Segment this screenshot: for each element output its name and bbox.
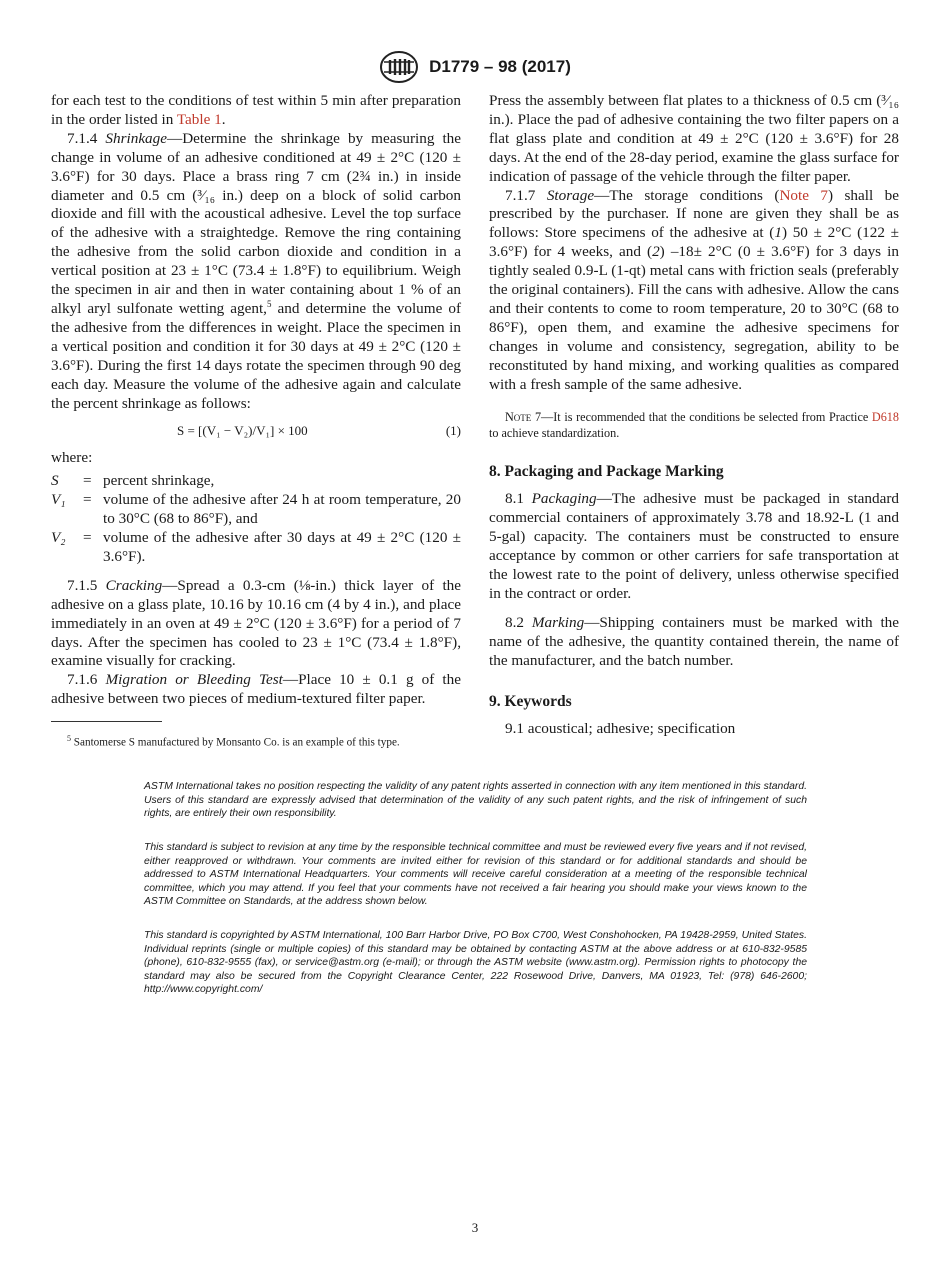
left-column	[51, 92, 461, 750]
footnote-5: $^5$ Santomerse S manufactured by Monsanto Co. is an example of this type.	[67, 734, 400, 749]
page-number: 3	[471, 1220, 479, 1235]
patent-notice: ASTM International takes no position respecting the validity of any patent rights asserted in connection with any item mentioned in this standard. Users of this standard are expressly advised that determination of the validity of any such patent rights, and the risk of infringement of such rights, are entirely their own responsibility.	[144, 781, 807, 819]
footnote-ref-5[interactable]: 5	[266, 298, 272, 309]
page-header	[0, 50, 950, 84]
section-8-heading: 8. Packaging and Package Marking	[489, 462, 724, 480]
definitions-list	[51, 472, 461, 567]
paragraph-9-1: 9.1 acoustical; adhesive; specification	[505, 720, 736, 738]
definition-v2: V₂ = volume of the adhesive after 30 days at 49 ± 2°C (120 ± 3.6°F).	[51, 529, 461, 565]
standard-designation: D1779 – 98 (2017)	[429, 57, 571, 76]
where-label: where:	[51, 449, 93, 467]
packaging-title: Packaging	[531, 490, 597, 508]
migration-title: Migration or Bleeding Test	[105, 671, 283, 689]
storage-title: Storage	[546, 186, 595, 204]
paragraph-8-2: 8.2 Marking—Shipping containers must be marked with the name of the adhesive, the quantity contained therein, the name of the manufacturer, and the batch number.	[489, 613, 900, 669]
paragraph-7-1-6: 7.1.6 Migration or Bleeding Test—Place 10 ± 0.1 g of the adhesive between two pieces of medium-textured filter paper.	[51, 671, 461, 708]
astm-logo-icon	[379, 50, 419, 84]
paragraph-7-1-7: 7.1.7 Storage—The storage conditions (Note 7) shall be prescribed by the purchaser. If none are given they shall be as follows: Store specimens of the adhesive at (1) 50 ± 2°C (122 ± 3.6°F) for 4 weeks, and (2) –18± 2°C (0 ± 3.6°F) for 3 days in tightly sealed 0.9-L (1-qt) metal cans with friction seals (preferably the original containers). Fill the cans with adhesive. Allow the cans and their contents to come to room temperature, 20 to 30°C (68 to 86°F), open them, and examine the adhesive specimens for changes in volume and consistency, segregation, ability to be reconstituted by hand mixing, and working qualities as compared with a fresh sample of the same adhesive.	[489, 186, 899, 393]
equation-expression: S = [(V₁ − V₂)/V₁] × 100	[177, 423, 308, 439]
revision-notice: This standard is subject to revision at any time by the responsible technical committee and must be reviewed every five years and if not revised, either reapproved or withdrawn. Your comments are invited either for revision of this standard or for additional standards and should be addressed to ASTM International Headquarters. Your comments will receive careful consideration at a meeting of the responsible technical committee, which you may attend. If you feel that your comments have not received a fair hearing you should make your views known to the ASTM Committee on Standards, at the address shown below.	[144, 842, 807, 907]
paragraph-7-1-6-continued: Press the assembly between flat plates to a thickness of 0.5 cm (³⁄₁₆ in.). Place the pad of adhesive containing the two filter papers on a flat glass plate and condition at 49 ± 2°C (120 ± 3.6°F) for 28 days. At the end of the 28-day period, examine the glass surface for indication of passage of the vehicle through the filter paper.	[489, 92, 899, 185]
table-1-link[interactable]: Table 1	[176, 110, 222, 128]
paragraph-7-1-5: 7.1.5 Cracking—Spread a 0.3-cm (⅛-in.) thick layer of the adhesive on a glass plate, 10.16 by 10.16 cm (4 by 4 in.), and place immediately in an oven at 49 ± 2°C (120 ± 3.6°F) for a period of 7 days. After the specimen has cooled to 23 ± 1°C (73.4 ± 1.8°F), examine visually for cracking.	[51, 576, 461, 670]
equation-number: (1)	[445, 423, 461, 439]
copyright-notice: This standard is copyrighted by ASTM International, 100 Barr Harbor Drive, PO Box C700, West Conshohocken, PA 19428-2959, United States. Individual reprints (single or multiple copies) of this standard may be obtained by contacting ASTM at the above address or at 610-832-9585 (phone), 610-832-9555 (fax), or service@astm.org (e-mail); or through the ASTM website (www.astm.org). Permission rights to photocopy the standard may also be secured from the Copyright Clearance Center, 222 Rosewood Drive, Danvers, MA 01923, Tel: (978) 646-2600; http://www.copyright.com/	[144, 930, 807, 995]
shrinkage-equation	[51, 417, 461, 447]
note-7-link[interactable]: Note 7	[779, 186, 829, 204]
shrinkage-title: Shrinkage	[105, 129, 167, 147]
marking-title: Marking	[531, 613, 585, 631]
paragraph-7-1-4: 7.1.4 Shrinkage—Determine the shrinkage by measuring the change in volume of an adhesive conditioned at 49 ± 2°C (120 ± 3.6°F) for 30 days. Place a brass ring 7 cm (2¾ in.) in inside diameter and 0.5 cm (³⁄₁₆ in.) deep on a block of solid carbon dioxide and fill with the acoustical adhesive. Level the top surface of the adhesive with a straightedge. Remove the ring containing the adhesive from the solid carbon dioxide and condition in a vertical position at 23 ± 1°C (73.4 ± 1.8°F) to equilibrium. Weigh the specimen in air and then in water containing about 1 % of an alkyl aryl sulfonate wetting agent,$^5$ and determine the volume of the adhesive from the differences in weight. Place the specimen in a vertical position and condition it for 30 days at 49 ± 2°C (120 ± 3.6°F). During the first 14 days rotate the specimen through 90 deg each day. Measure the volume of the adhesive again and calculate the percent shrinkage as follows:	[51, 129, 462, 412]
footnote-divider	[51, 721, 162, 722]
definition-s: S = percent shrinkage,	[51, 472, 215, 490]
cracking-title: Cracking	[105, 576, 163, 594]
section-9-heading: 9. Keywords	[489, 692, 572, 710]
note-7: Note 7—It is recommended that the conditions be selected from Practice D618 to achieve standardization.	[489, 409, 899, 440]
definition-v1: V₁ = volume of the adhesive after 24 h at room temperature, 20 to 30°C (68 to 86°F), and	[51, 491, 461, 528]
paragraph-continuation: for each test to the conditions of test within 5 min after preparation in the order listed in Table 1.	[51, 92, 461, 128]
d618-link[interactable]: D618	[871, 409, 899, 424]
right-column	[489, 92, 899, 739]
paragraph-8-1: 8.1 Packaging—The adhesive must be packaged in standard commercial containers of approximately 3.78 and 18.92-L (1 and 5-gal) capacity. The containers must be constructed to ensure acceptance by common or other carriers for safe transportation at the lowest rate to the point of delivery, unless otherwise specified in the contract or order.	[489, 490, 899, 602]
